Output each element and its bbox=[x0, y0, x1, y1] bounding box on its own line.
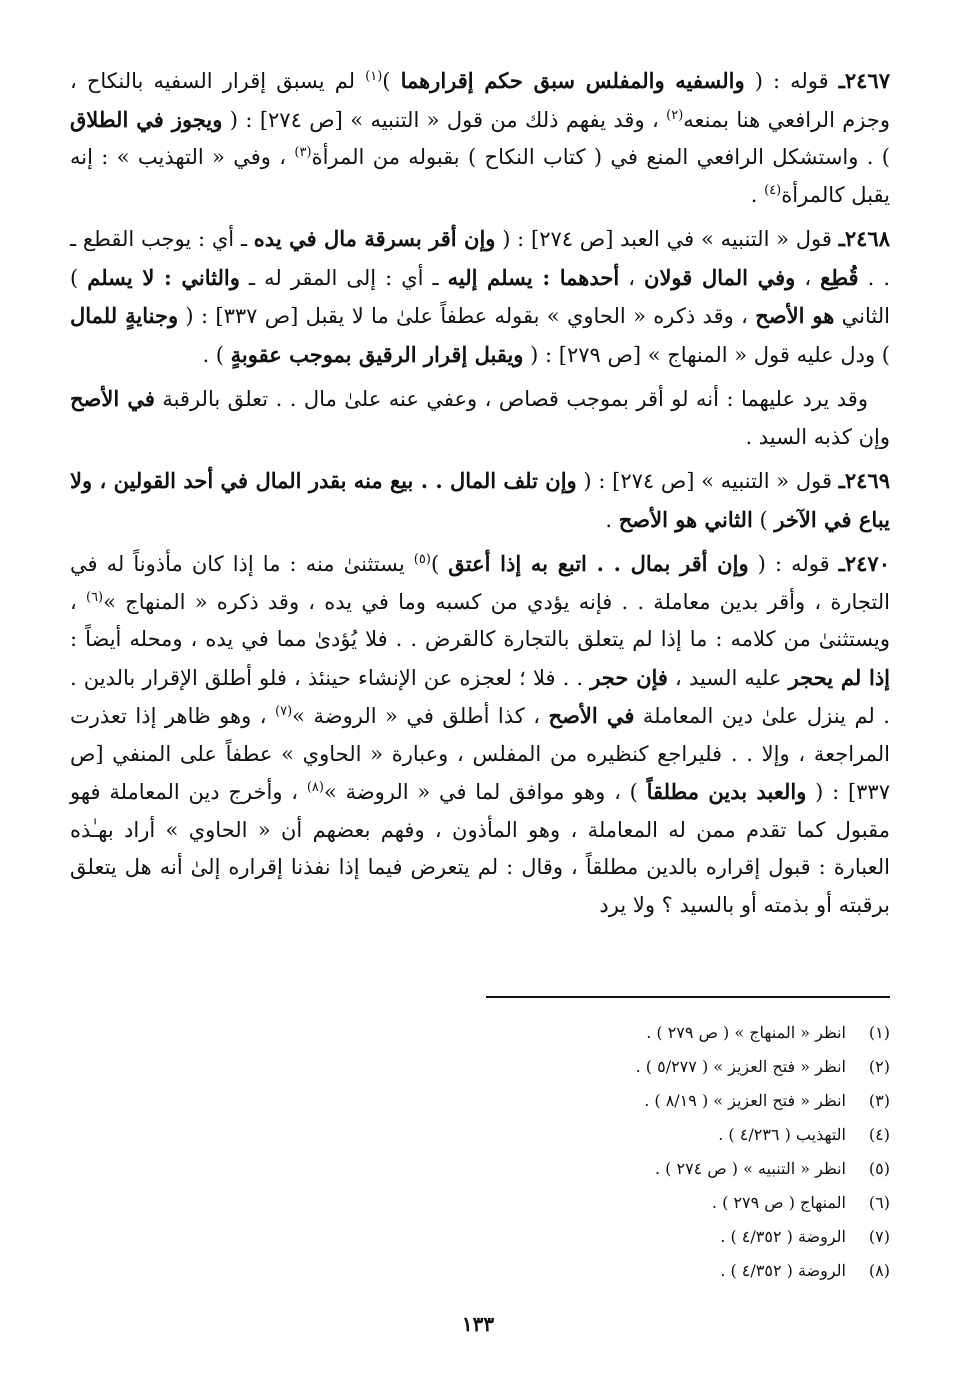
bold-text-segment: ويجوز في الطلاق bbox=[70, 106, 223, 132]
paragraph-p2467 bbox=[70, 62, 890, 214]
footnote-number: (١) bbox=[868, 1023, 890, 1042]
bold-text-segment: ويقبل إقرار الرقيق بموجب عقوبةٍ bbox=[230, 341, 524, 367]
bold-text-segment: وإن أقر بسرقة مال في يده bbox=[253, 226, 496, 251]
bold-text-segment: ٢٤٦٧ـ bbox=[838, 68, 890, 93]
footnote-text: الروضة ( ٤/٣٥٢ ) . bbox=[720, 1227, 846, 1246]
text-segment: ) . واستشكل الرافعي المنع في ( كتاب النكاح ) بقبوله من المرأة bbox=[311, 145, 890, 169]
text-segment: قوله : ( bbox=[748, 552, 839, 576]
footnote-separator bbox=[486, 996, 890, 998]
text-segment: ، ويستثنىٰ من كلامه : ما إذا لم يتعلق بالتجارة كالقرض . . فلا يُؤدىٰ مما في يده ، ومحله أيضاً : bbox=[70, 589, 890, 651]
text-segment: . bbox=[605, 507, 619, 532]
bold-text-segment: والعبد بدين مطلقاً bbox=[646, 779, 807, 804]
bold-text-segment: ٢٤٦٨ـ bbox=[838, 226, 890, 251]
text-segment: ، وقد ذكره « الحاوي » بقوله عطفاً علىٰ ما لا يقبل [ص ٣٣٧] : ( bbox=[178, 304, 756, 328]
text-segment: ) . bbox=[202, 342, 231, 367]
footnote-item bbox=[370, 1084, 890, 1118]
footnote-item bbox=[370, 1254, 890, 1288]
bold-text-segment: ٢٤٦٩ـ bbox=[838, 468, 890, 493]
text-segment: عليه السيد ، bbox=[667, 665, 789, 690]
paragraph-p2469 bbox=[70, 462, 890, 539]
text-segment: . . فلا ؛ لعجزه عن الإنشاء حينئذ ، فلو أطلق الإقرار بالدين . . لم ينزل علىٰ دين المعاملة bbox=[70, 665, 890, 728]
text-segment: يستثنىٰ منه : ما إذا كان مأذوناً له في التجارة ، وأقر بدين معاملة . . فإنه يؤدي من كسبه وما في يده ، وقد ذكره « المنهاج » bbox=[70, 552, 890, 614]
footnote-number: (٢) bbox=[868, 1057, 890, 1076]
text-segment: ) ، وهو موافق لما في « الروضة » bbox=[323, 780, 647, 804]
text-segment: ) bbox=[430, 552, 449, 576]
bold-text-segment: وإن أقر بمال . . اتبع به إذا أعتق bbox=[448, 551, 749, 576]
footnote-reference: (٦) bbox=[85, 589, 104, 605]
footnote-item bbox=[370, 1186, 890, 1220]
text-segment: ) ودل عليه قول « المنهاج » [ص ٢٧٩] : ( bbox=[523, 342, 890, 367]
text-segment: ، وفي « التهذيب » : إنه يقبل كالمرأة bbox=[70, 145, 890, 207]
footnote-number: (٨) bbox=[868, 1261, 890, 1280]
bold-text-segment: ٢٤٧٠ـ bbox=[838, 551, 890, 576]
text-segment: لم يسبق إقرار السفيه بالنكاح ، وجزم الرافعي هنا بمنعه bbox=[70, 69, 891, 132]
main-text bbox=[70, 62, 890, 930]
bold-text-segment: هو الأصح bbox=[755, 303, 835, 328]
bold-text-segment: قُطِع bbox=[820, 264, 859, 290]
text-segment: ، bbox=[795, 265, 821, 290]
footnote-text: انظر « المنهاج » ( ص ٢٧٩ ) . bbox=[646, 1023, 846, 1042]
footnote-item bbox=[370, 1016, 890, 1050]
paragraph-p2468 bbox=[70, 220, 890, 374]
footnote-reference: (٧) bbox=[275, 704, 293, 719]
footnote-number: (٦) bbox=[868, 1193, 890, 1212]
footnote-number: (٣) bbox=[868, 1091, 890, 1110]
footnote-item bbox=[370, 1152, 890, 1186]
footnote-number: (٧) bbox=[868, 1227, 890, 1246]
footnote-reference: (٢) bbox=[666, 107, 684, 123]
text-segment: ) bbox=[752, 507, 775, 532]
text-segment: ـ أي : يوجب القطع ـ . . bbox=[70, 227, 890, 290]
text-segment: ، bbox=[619, 265, 645, 290]
footnote-text: الروضة ( ٤/٣٥٢ ) . bbox=[720, 1261, 846, 1280]
bold-text-segment: وجنايةٍ للمال bbox=[70, 303, 179, 328]
bold-text-segment: والسفيه والمفلس سبق حكم إقرارهما bbox=[400, 68, 745, 93]
bold-text-segment: وفي المال قولان bbox=[644, 264, 796, 290]
footnote-reference: (٤) bbox=[764, 182, 782, 198]
text-segment: ) الثاني bbox=[70, 265, 890, 328]
paragraph-p2468b bbox=[70, 380, 890, 456]
footnote-text: المنهاج ( ص ٢٧٩ ) . bbox=[711, 1193, 846, 1212]
text-segment: . bbox=[750, 182, 765, 207]
footnote-text: انظر « فتح العزيز » ( ٨/١٩ ) . bbox=[644, 1091, 846, 1110]
text-segment: ) bbox=[382, 69, 401, 93]
text-segment: وإن كذبه السيد . bbox=[745, 424, 890, 449]
text-segment: ـ أي : إلى المقر له ـ bbox=[239, 265, 448, 290]
text-segment: ، كذا أطلق في « الروضة » bbox=[292, 704, 549, 728]
page-number: ١٣٣ bbox=[461, 1312, 495, 1336]
footnotes bbox=[370, 1016, 890, 1288]
footnote-reference: (٥) bbox=[413, 552, 431, 567]
text-segment: قول « التنبيه » في العبد [ص ٢٧٤] : ( bbox=[495, 227, 839, 251]
bold-text-segment: وإن تلف المال . . بيع منه بقدر المال في أحد القولين ، ولا يباع في الآخر bbox=[70, 468, 890, 532]
bold-text-segment: فإن حجر bbox=[590, 664, 668, 690]
footnote-text: انظر « فتح العزيز » ( ٥/٢٧٧ ) . bbox=[635, 1057, 846, 1076]
text-segment: ، وأخرج دين المعاملة فهو مقبول كما تقدم ممن له المعاملة ، وهو المأذون ، وفهم بعضهم أن « الحاوي » أراد بهـٰذه العبارة : قبول إقراره بالدين مطلقاً ، وقال : لم يتعرض فيما إذا نفذنا إقراره إلىٰ أنه هل يتعلق برقبته أو بذمته أو بالسيد ؟ ولا يرد bbox=[70, 780, 890, 917]
footnote-reference: (٨) bbox=[306, 780, 324, 795]
bold-text-segment: الثاني هو الأصح bbox=[618, 506, 753, 532]
footnote-item bbox=[370, 1050, 890, 1084]
text-segment: وقد يرد عليهما : أنه لو أقر بموجب قصاص ، وعفي عنه علىٰ مال . . تعلق بالرقبة bbox=[154, 387, 868, 411]
footnote-number: (٥) bbox=[868, 1159, 890, 1178]
bold-text-segment: في الأصح bbox=[548, 703, 635, 728]
footnote-item bbox=[370, 1118, 890, 1152]
text-segment: ، وقد يفهم ذلك من قول « التنبيه » [ص ٢٧٤] : ( bbox=[222, 107, 667, 132]
footnote-reference: (٣) bbox=[294, 145, 312, 160]
bold-text-segment: في الأصح bbox=[70, 386, 155, 411]
text-segment: قول « التنبيه » [ص ٢٧٤] : ( bbox=[576, 469, 839, 493]
text-segment: ، وهو ظاهر إذا تعذرت المراجعة ، وإلا . . فليراجع كنظيره من المفلس ، وعبارة « الحاوي » عطفاً على المنفي [ص ٣٣٧] : ( bbox=[70, 704, 890, 804]
footnote-reference: (١) bbox=[365, 69, 383, 84]
bold-text-segment: والثاني : لا يسلم bbox=[87, 264, 240, 290]
paragraph-p2470 bbox=[70, 545, 890, 924]
footnote-item bbox=[370, 1220, 890, 1254]
footnote-text: التهذيب ( ٤/٢٣٦ ) . bbox=[718, 1125, 846, 1144]
text-segment: قوله : ( bbox=[744, 69, 839, 93]
footnote-number: (٤) bbox=[868, 1125, 890, 1144]
bold-text-segment: إذا لم يحجر bbox=[788, 664, 891, 690]
footnote-text: انظر « التنبيه » ( ص ٢٧٤ ) . bbox=[654, 1159, 846, 1178]
bold-text-segment: أحدهما : يسلم إليه bbox=[447, 264, 620, 290]
